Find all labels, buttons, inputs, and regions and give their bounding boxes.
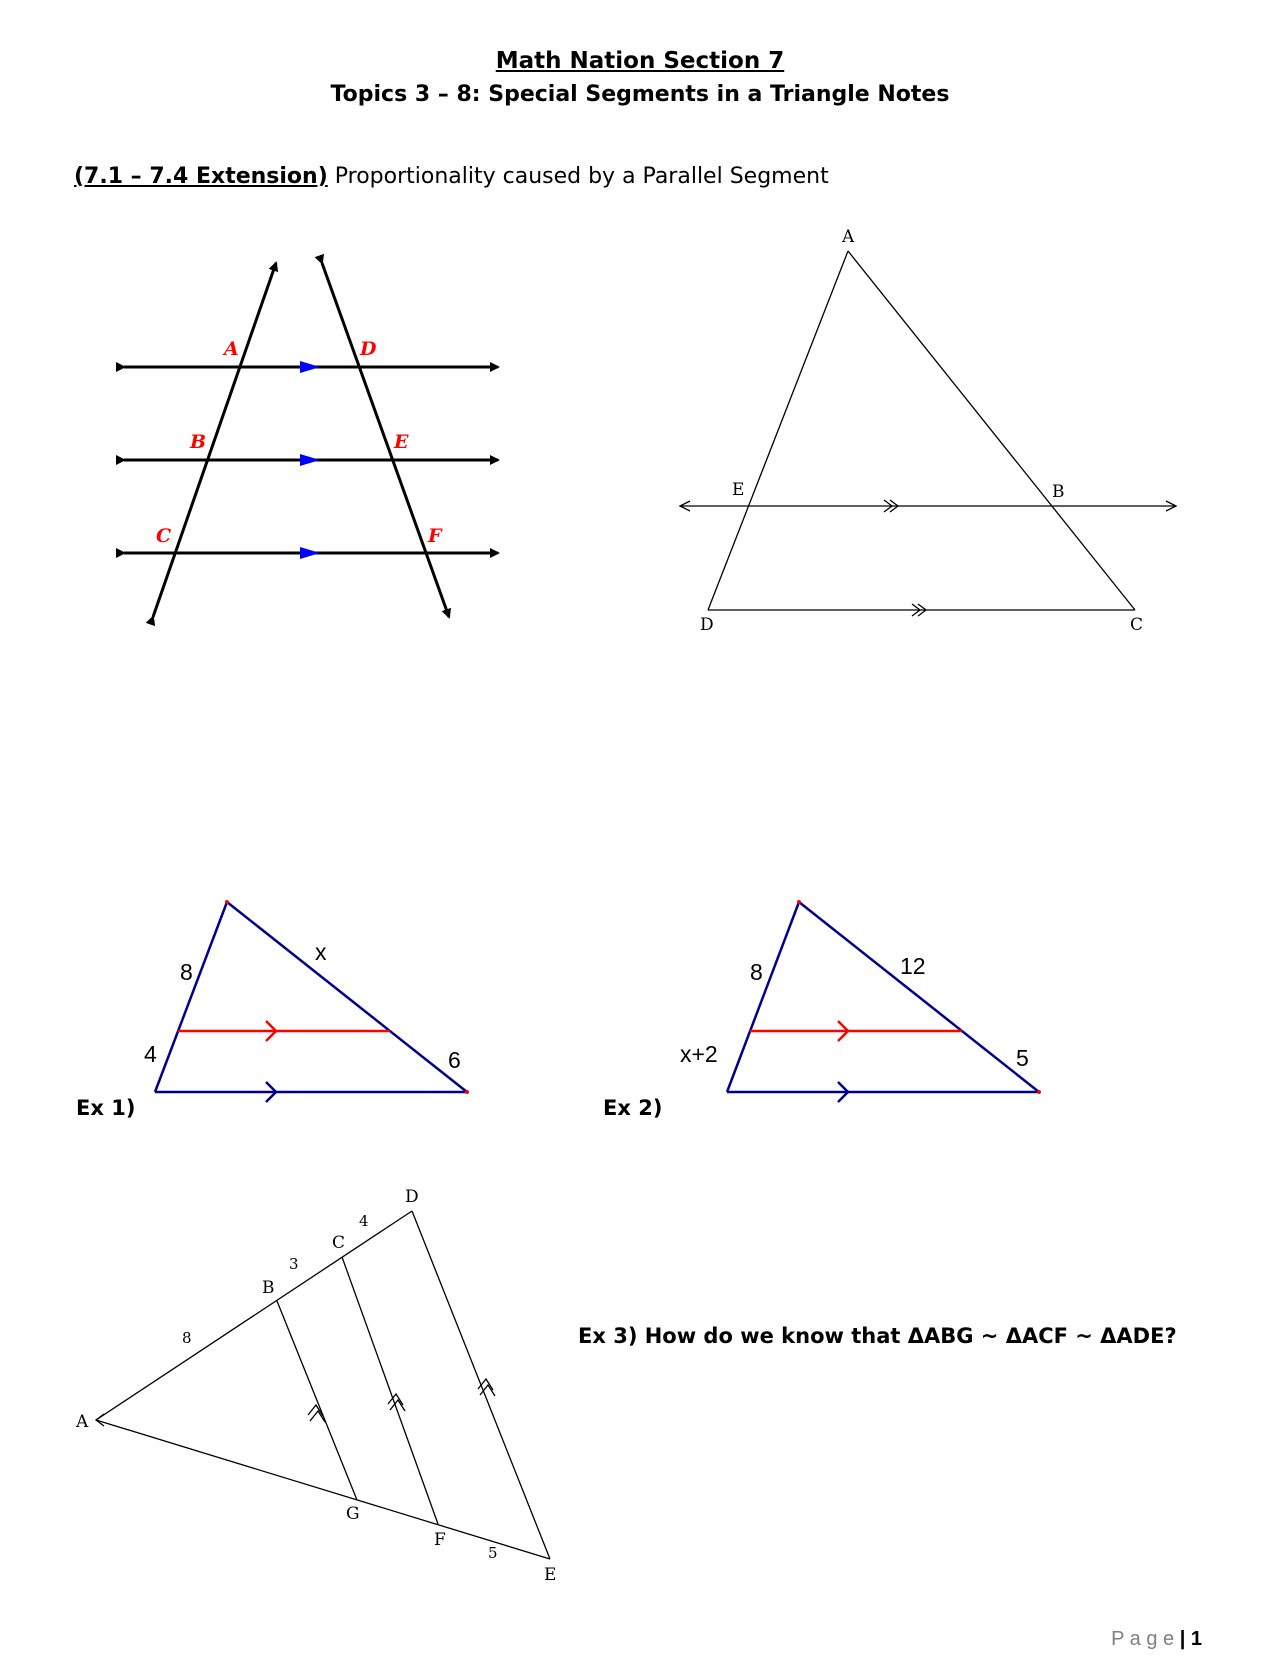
- parallel-mark-cf-2: [390, 1400, 405, 1411]
- side-label-8: 8: [180, 959, 193, 985]
- point-label-g: G: [346, 1504, 360, 1524]
- page-footer: [1111, 1628, 1202, 1651]
- side-label-x: x: [315, 939, 327, 965]
- point-label-f: F: [428, 525, 442, 547]
- point-label-d: D: [700, 615, 714, 635]
- section-text: Proportionality caused by a Parallel Segment: [327, 164, 829, 189]
- page-subtitle: Topics 3 – 8: Special Segments in a Triangle Notes: [330, 82, 950, 107]
- point-label-d: D: [405, 1187, 419, 1207]
- side-label-12: 12: [900, 953, 926, 979]
- example1-label: Ex 1): [76, 1096, 136, 1120]
- side-label-x-plus-2: x+2: [680, 1041, 718, 1067]
- example3-triangle: [70, 1185, 570, 1585]
- triangle-left-side: [155, 902, 227, 1092]
- point-label-a: A: [224, 338, 239, 360]
- point-label-f: F: [434, 1530, 446, 1550]
- page-separator: |: [1179, 1628, 1191, 1650]
- triangle-side-ad: [708, 251, 848, 610]
- example2-triangle: [680, 880, 1040, 1100]
- point-label-b: B: [1052, 482, 1065, 502]
- side-label-8: 8: [750, 959, 763, 985]
- example2-label: Ex 2): [603, 1096, 663, 1120]
- triangle-side-ac: [848, 251, 1135, 610]
- side-ad: [96, 1211, 412, 1420]
- point-label-c: C: [332, 1233, 346, 1253]
- segment-cf: [342, 1257, 438, 1524]
- triangle-right-side: [799, 902, 1039, 1092]
- side-label-5: 5: [1016, 1045, 1029, 1071]
- segment-label-4: 4: [359, 1212, 369, 1230]
- side-ae: [96, 1420, 550, 1559]
- figure-parallel-lines-transversals: [110, 255, 510, 625]
- figure-triangle-parallel-line: [660, 225, 1180, 645]
- transversal-right: [322, 263, 449, 617]
- section-label: (7.1 – 7.4 Extension): [74, 164, 328, 189]
- triangle-right-side: [227, 902, 467, 1092]
- page-title: Math Nation Section 7: [495, 48, 785, 74]
- example3-question: Ex 3) How do we know that ΔABG ~ ΔACF ~ ΔADE?: [578, 1324, 1177, 1348]
- triangle-left-side: [727, 902, 799, 1092]
- transversal-left: [153, 263, 276, 617]
- parallel-arrows: [300, 361, 320, 559]
- page-number: 1: [1190, 1628, 1202, 1650]
- point-label-d: D: [360, 338, 377, 360]
- point-label-c: C: [1130, 615, 1144, 635]
- side-label-4: 4: [144, 1041, 157, 1067]
- example1-triangle: [140, 880, 480, 1100]
- point-label-b: B: [262, 1278, 275, 1298]
- page-word: P a g e: [1111, 1628, 1180, 1650]
- point-label-e: E: [394, 431, 409, 453]
- side-label-6: 6: [448, 1047, 461, 1073]
- point-label-a: A: [76, 1412, 89, 1432]
- point-label-e: E: [544, 1565, 557, 1585]
- segment-bg: [277, 1301, 357, 1500]
- segment-label-5: 5: [488, 1544, 498, 1562]
- point-label-e: E: [732, 480, 745, 500]
- section-heading: [74, 164, 829, 189]
- point-label-c: C: [156, 525, 172, 547]
- segment-label-3: 3: [289, 1255, 299, 1273]
- point-label-a: A: [842, 227, 855, 247]
- point-label-b: B: [190, 431, 207, 453]
- segment-label-8: 8: [182, 1329, 192, 1347]
